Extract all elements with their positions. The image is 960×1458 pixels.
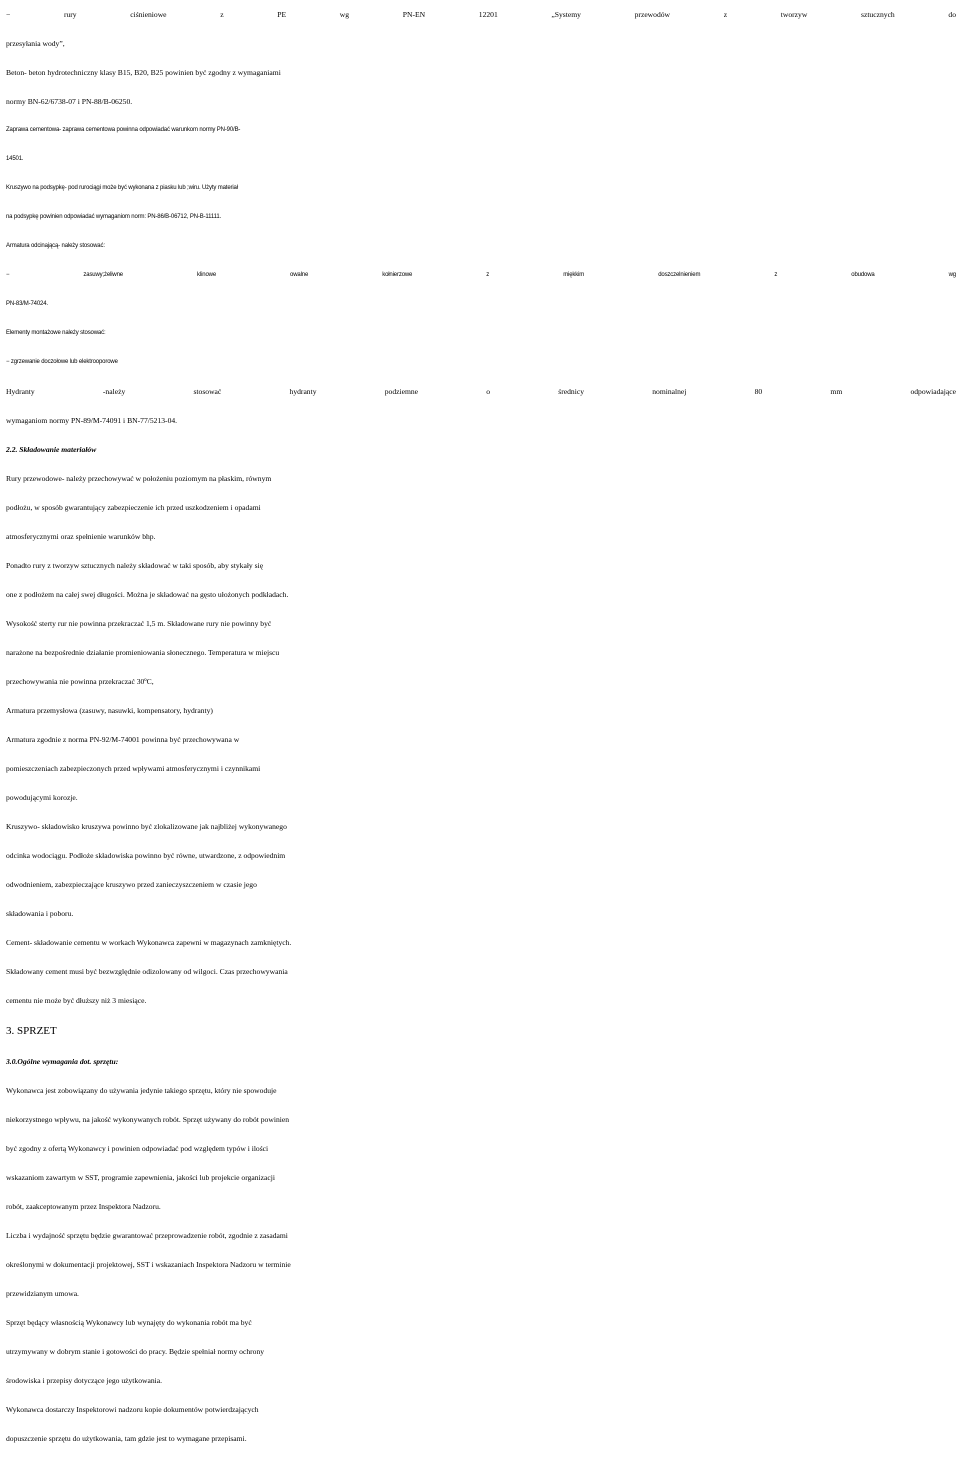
text-line: atmosferycznymi oraz spełnienie warunków bhp. bbox=[6, 532, 156, 541]
text-line: składowania i poboru. bbox=[6, 909, 74, 918]
text-line: na podsypkę powinien odpowiadać wymaganiom norm: PN-86/B-06712, PN-B-11111. bbox=[6, 214, 222, 220]
text-line: odcinka wodociągu. Podłoże składowiska powinno być równe, utwardzone, z odpowiednim bbox=[6, 851, 286, 860]
text-line: Ponadto rury z tworzyw sztucznych należy składować w taki sposób, aby stykały się bbox=[6, 561, 264, 570]
text-line: niekorzystnego wpływu, na jakość wykonywanych robót. Sprzęt używany do robót powinien bbox=[6, 1115, 290, 1124]
text-line: − zgrzewanie doczołowe lub elektrooporowe bbox=[6, 359, 118, 365]
text-line: Kruszywo- składowisko kruszywa powinno być zlokalizowane jak najbliżej wykonywanego bbox=[6, 822, 287, 831]
document-page bbox=[6, 0, 956, 1453]
text-line: − rury ciśnieniowe z PE wg PN-EN 12201 „Systemy przewodów z tworzyw sztucznych do bbox=[6, 10, 956, 19]
text-line: Armatura odcinającą- należy stosować: bbox=[6, 243, 105, 249]
text-line: one z podłożem na całej swej długości. Można je składować na gęsto ułożonych podkładach. bbox=[6, 590, 289, 599]
text-line: cementu nie może być dłuższy niż 3 miesiące. bbox=[6, 996, 147, 1005]
text-line: wskazaniom zawartym w SST, programie zapewnienia, jakości lub projekcie organizacji bbox=[6, 1173, 275, 1182]
text-line: − zasuwy;żeliwne klinowe owalne kołnierzowe z miękkim doszczelnieniem z obudowa wg bbox=[6, 272, 956, 278]
text-line: wymaganiom normy PN-89/M-74091 i BN-77/5213-04. bbox=[6, 416, 178, 425]
text-line: środowiska i przepisy dotyczące jego użytkowania. bbox=[6, 1376, 163, 1385]
section-heading: 3. SPRZET bbox=[6, 1025, 57, 1037]
text-line: pomieszczeniach zabezpieczonych przed wpływami atmosferycznymi i czynnikami bbox=[6, 764, 261, 773]
text-line: powodującymi korozje. bbox=[6, 793, 78, 802]
text-line: dopuszczenie sprzętu do użytkowania, tam gdzie jest to wymagane przepisami. bbox=[6, 1434, 247, 1443]
text-line: Liczba i wydajność sprzętu będzie gwarantować przeprowadzenie robót, zgodnie z zasadami bbox=[6, 1231, 288, 1240]
text-line: 14501. bbox=[6, 156, 24, 162]
section-heading: 3.0.Ogólne wymagania dot. sprzętu: bbox=[6, 1057, 119, 1066]
section-heading: 2.2. Składowanie materiałów bbox=[6, 445, 97, 454]
text-line: Elementy montażowe należy stosować: bbox=[6, 330, 106, 336]
text-line: odwodnieniem, zabezpieczające kruszywo przed zanieczyszczeniem w czasie jego bbox=[6, 880, 257, 889]
text-line: przesyłania wody”, bbox=[6, 39, 65, 48]
text-line: Składowany cement musi być bezwzględnie odizolowany od wilgoci. Czas przechowywania bbox=[6, 967, 288, 976]
text-line: normy BN-62/6738-07 i PN-88/B-06250. bbox=[6, 97, 133, 106]
text-line: Wysokość sterty rur nie powinna przekraczać 1,5 m. Składowane rury nie powinny być bbox=[6, 619, 272, 628]
text-line: podłożu, w sposób gwarantujący zabezpieczenie ich przed uszkodzeniem i opadami bbox=[6, 503, 261, 512]
text-line: Hydranty -należy stosować hydranty podziemne o średnicy nominalnej 80 mm odpowiadające bbox=[6, 387, 956, 396]
text-line: Beton- beton hydrotechniczny klasy B15, B20, B25 powinien być zgodny z wymaganiami bbox=[6, 68, 281, 77]
text-line: Kruszywo na podsypkę- pod rurociągi może być wykonana z piasku lub ;wiru. Użyty materiał bbox=[6, 185, 238, 191]
text-line: Cement- składowanie cementu w workach Wykonawca zapewni w magazynach zamkniętych. bbox=[6, 938, 292, 947]
text-line: PN-83/M-74024. bbox=[6, 301, 48, 307]
text-line: Sprzęt będący własnością Wykonawcy lub wynajęty do wykonania robót ma być bbox=[6, 1318, 252, 1327]
text-line: utrzymywany w dobrym stanie i gotowości do pracy. Będzie spełniał normy ochrony bbox=[6, 1347, 265, 1356]
text-line: Rury przewodowe- należy przechowywać w położeniu poziomym na płaskim, równym bbox=[6, 474, 272, 483]
text-line: Armatura przemysłowa (zasuwy, nasuwki, kompensatory, hydranty) bbox=[6, 706, 213, 715]
text-line: robót, zaakceptowanym przez Inspektora Nadzoru. bbox=[6, 1202, 161, 1211]
text-line: Wykonawca jest zobowiązany do używania jedynie takiego sprzętu, który nie spowoduje bbox=[6, 1086, 277, 1095]
text-line: narażone na bezpośrednie działanie promieniowania słonecznego. Temperatura w miejscu bbox=[6, 648, 280, 657]
text-line: Zaprawa cementowa- zaprawa cementowa powinna odpowiadać warunkom normy PN-90/B- bbox=[6, 127, 241, 133]
text-line: Armatura zgodnie z norma PN-92/M-74001 powinna być przechowywana w bbox=[6, 735, 240, 744]
text-line: określonymi w dokumentacji projektowej, SST i wskazaniach Inspektora Nadzoru w terminie bbox=[6, 1260, 291, 1269]
text-line: być zgodny z ofertą Wykonawcy i powinien odpowiadać pod względem typów i ilości bbox=[6, 1144, 269, 1153]
text-line: przechowywania nie powinna przekraczać 30ºC, bbox=[6, 677, 154, 686]
text-line: przewidzianym umowa. bbox=[6, 1289, 79, 1298]
text-line: Wykonawca dostarczy Inspektorowi nadzoru kopie dokumentów potwierdzających bbox=[6, 1405, 259, 1414]
